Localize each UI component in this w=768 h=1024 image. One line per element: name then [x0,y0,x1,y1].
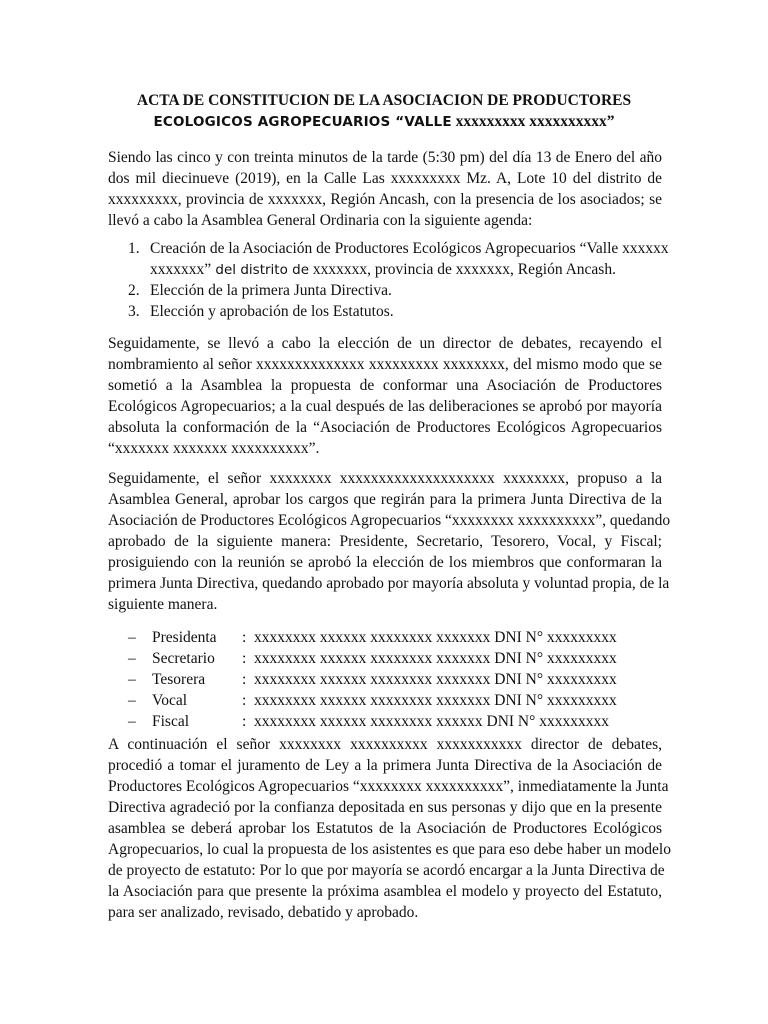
separator-colon: : [242,713,247,730]
paragraph-line: Agropecuarios, lo cual la propuesta de los asistentes es que para eso debe haber un modelo [108,841,671,858]
paragraph-line: para ser analizado, revisado, debatido y aprobado. [108,904,419,921]
separator-colon: : [242,692,247,709]
board-member-row [108,711,662,732]
board-member-value: xxxxxxxx xxxxxx xxxxxxxx xxxxxx DNI N° xxxxxxxxx [254,713,609,730]
paragraph-line: Ecológicos Agropecuarios; a la cual después de las deliberaciones se aprobó por mayoría [108,398,662,415]
separator-colon: : [242,671,247,688]
board-role: Secretario [152,650,215,667]
board-role: Fiscal [152,713,190,730]
paragraph-director-election [108,333,662,459]
board-member-value: xxxxxxxx xxxxxx xxxxxxxx xxxxxxx DNI N° xxxxxxxxx [254,692,617,709]
agenda-list [108,238,669,322]
board-role: Tesorera [152,671,206,688]
list-dash: – [128,650,136,667]
agenda-item-text: Elección de la primera Junta Directiva. [150,282,392,299]
paragraph-line: Seguidamente, se llevó a cabo la elección de un director de debates, recayendo el [108,335,662,352]
paragraph-line: Seguidamente, el señor xxxxxxxx xxxxxxxxxxxxxxxxxxxx xxxxxxxx, propuso a la [108,470,662,487]
agenda-item-text: Elección y aprobación de los Estatutos. [150,303,394,320]
board-member-value: xxxxxxxx xxxxxx xxxxxxxx xxxxxxx DNI N° xxxxxxxxx [254,671,617,688]
agenda-item [108,238,669,259]
agenda-item-text: Creación de la Asociación de Productores Ecológicos Agropecuarios “Valle xxxxxx [150,240,669,257]
paragraph-line: xxxxxxxxx, provincia de xxxxxxx, Región Ancash, con la presencia de los asociados; se [108,191,662,208]
paragraph-line: Siendo las cinco y con treinta minutos de la tarde (5:30 pm) del día 13 de Enero del año [108,149,662,166]
paragraph-line: Asociación de Productores Ecológicos Agropecuarios “xxxxxxxx xxxxxxxxxx”, quedando [108,512,671,529]
agenda-item-number: 3. [128,303,140,320]
paragraph-board-positions [108,468,671,615]
agenda-text-part: xxxxxxx, provincia de xxxxxxx, Región Ancash. [309,261,616,278]
paragraph-line: sometió a la Asamblea la propuesta de conformar una Asociación de Productores [108,377,662,394]
paragraph-line: absoluta la conformación de la “Asociación de Productores Ecológicos Agropecuarios [108,419,662,436]
agenda-text-sans-part: del distrito de [211,262,310,278]
paragraph-line: primera Junta Directiva, quedando aprobado por mayoría absoluta y voluntad propia, de la [108,575,670,592]
separator-colon: : [242,650,247,667]
paragraph-line: dos mil diecinueve (2019), en la Calle Las xxxxxxxxx Mz. A, Lote 10 del distrito de [108,170,662,187]
document-title-line-2 [108,111,660,133]
agenda-item [108,301,662,322]
title-rest-part: xxxxxxxxx xxxxxxxxxx” [451,113,615,130]
paragraph-line: Directiva agradeció por la confianza depositada en sus personas y dijo que en la presente [108,799,662,816]
list-dash: – [128,671,136,688]
board-member-row [108,690,662,711]
paragraph-line: nombramiento al señor xxxxxxxxxxxxxx xxxxxxxxx xxxxxxxx, del mismo modo que se [108,356,662,373]
paragraph-line: la Asociación para que presente la próxima asamblea el modelo y proyecto del Estatuto, [108,883,662,900]
board-role: Vocal [152,692,188,709]
intro-paragraph [108,147,662,231]
paragraph-line: prosiguiendo con la reunión se aprobó la elección de los miembros que conformaran la [108,554,662,571]
list-dash: – [128,692,136,709]
title-sans-part: ECOLOGICOS AGROPECUARIOS “VALLE [153,114,452,130]
list-dash: – [128,713,136,730]
board-member-row [108,627,662,648]
paragraph-line: siguiente manera. [108,596,218,613]
board-member-value: xxxxxxxx xxxxxx xxxxxxxx xxxxxxx DNI N° xxxxxxxxx [254,629,617,646]
separator-colon: : [242,629,247,646]
agenda-item-number: 2. [128,282,140,299]
board-member-row [108,648,662,669]
list-dash: – [128,629,136,646]
paragraph-line: de proyecto de estatuto: Por lo que por mayoría se acordó encargar a la Junta Directiva de [108,862,665,879]
agenda-item [108,280,662,301]
board-member-row [108,669,662,690]
agenda-item-number: 1. [128,240,140,257]
agenda-item-text-continued [150,259,662,281]
agenda-text-part: xxxxxxx” [150,261,212,278]
paragraph-line: Asamblea General, aprobar los cargos que regirán para la primera Junta Directiva de la [108,491,662,508]
paragraph-line: “xxxxxxx xxxxxxx xxxxxxxxxx”. [108,440,320,457]
paragraph-line: procedió a tomar el juramento de Ley a la primera Junta Directiva de la Asociación de [108,757,662,774]
paragraph-line: A continuación el señor xxxxxxxx xxxxxxxxxx xxxxxxxxxxx director de debates, [108,736,662,753]
board-members-list [108,627,662,732]
paragraph-line: asamblea se deberá aprobar los Estatutos de la Asociación de Productores Ecológicos [108,820,662,837]
document-title-line-1: ACTA DE CONSTITUCION DE LA ASOCIACION DE PRODUCTORES [136,92,632,109]
paragraph-line: Productores Ecológicos Agropecuarios “xxxxxxxx xxxxxxxxxx”, inmediatamente la Junta [108,778,669,795]
paragraph-line: llevó a cabo la Asamblea General Ordinaria con la siguiente agenda: [108,212,533,229]
board-role: Presidenta [152,629,217,646]
paragraph-oath-and-statutes [108,734,671,923]
agenda-item-continuation [108,259,662,280]
board-member-value: xxxxxxxx xxxxxx xxxxxxxx xxxxxxx DNI N° xxxxxxxxx [254,650,617,667]
paragraph-line: aprobado de la siguiente manera: Presidente, Secretario, Tesorero, Vocal, y Fiscal; [108,533,662,550]
